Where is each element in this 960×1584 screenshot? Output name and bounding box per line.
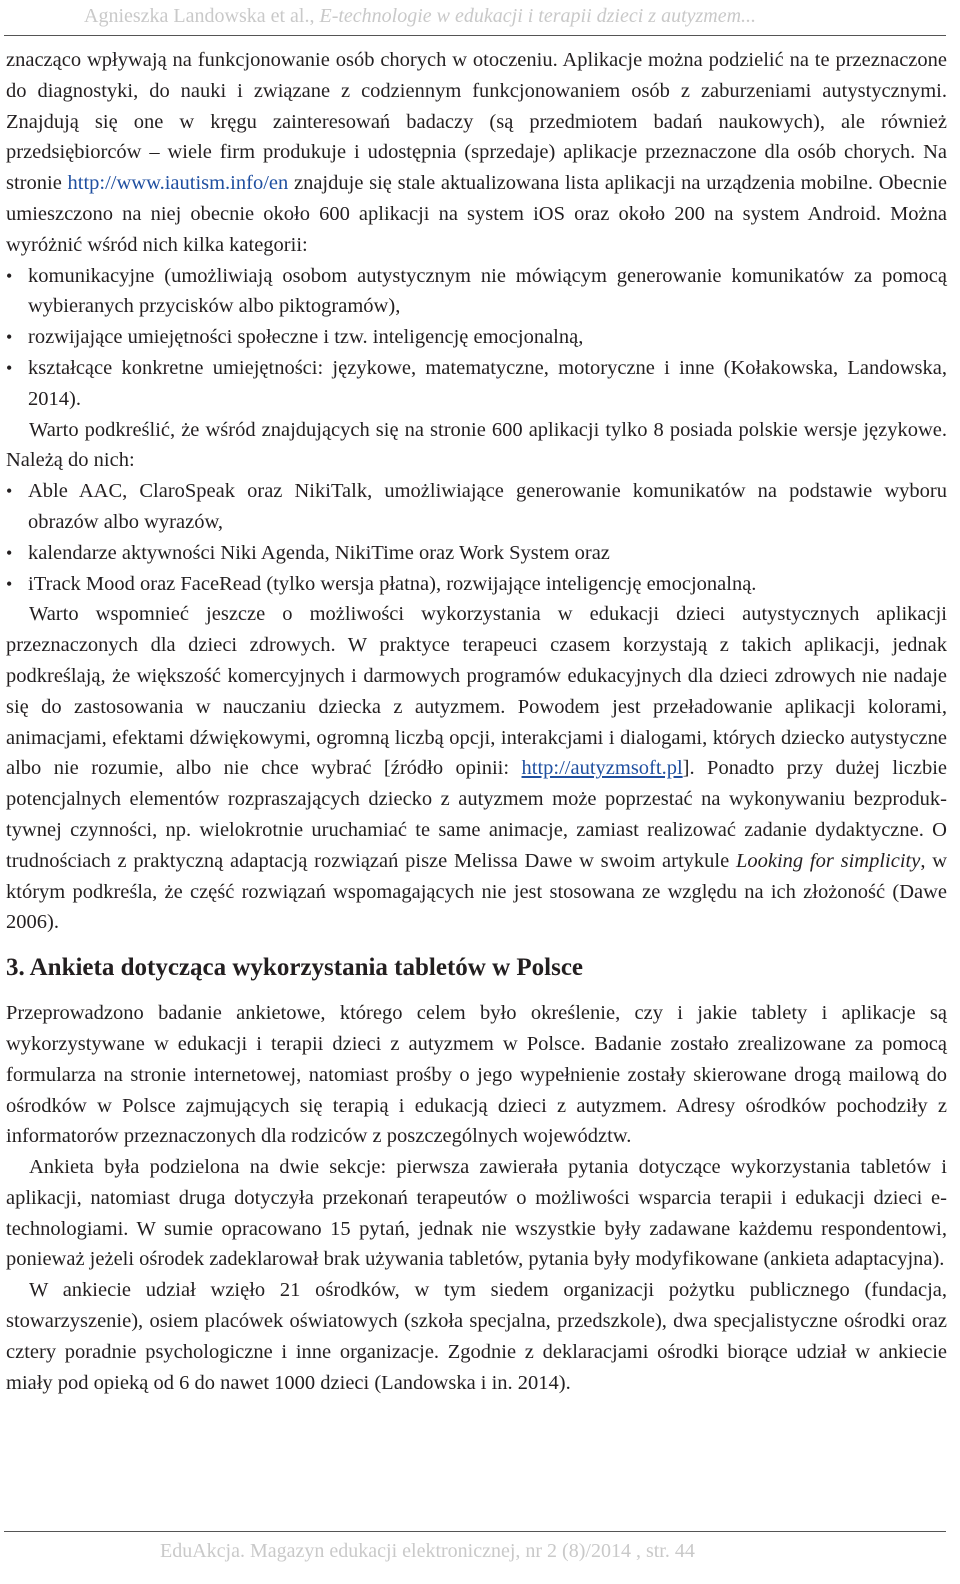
autyzmsoft-link[interactable]: http://autyzmsoft.pl [521, 757, 683, 780]
list-item: • rozwijające umiejętności społeczne i tzw. inteligencję emocjonalną, [6, 322, 947, 353]
paragraph-polish-apps: Warto podkreślić, że wśród znajdujących się na stronie 600 aplikacji tylko 8 posiada polskie wersje językowe. Należą do nich: [6, 418, 947, 472]
header-authors: Agnieszka Landowska et al., [84, 5, 320, 27]
paragraph-apps-categories [6, 45, 947, 261]
paragraph-text: znajduje się stale aktualizowana lista aplikacji na urządzenia mobilne. Obecnie umieszczono na niej obecnie około 600 aplikacji na system iOS oraz około 200 na system Android. Można wyróżnić wśród nich kilka kategorii: [6, 172, 947, 256]
body-text [6, 45, 947, 1398]
app-categories-list [6, 261, 947, 415]
header-title: E-technologie w edukacji i terapii dzieci z autyzmem... [319, 5, 757, 27]
article-title: Looking for simplicity [735, 849, 921, 872]
paragraph-survey-sections: Ankieta była podzielona na dwie sekcje: pierwsza zawierała pytania dotyczące wykorzystania tabletów i aplikacji, natomiast druga dotyczyła przekonań terapeutów o możliwości wsparcia terapii i edukacji dzieci e-technologiami. W sumie opracowano 15 pytań, jednak nie wszystkie były zadawane każdemu respondentowi, ponieważ jeżeli ośrodek zadeklarował brak używania tabletów, pytania były modyfikowane (ankieta adaptacyjna). [6, 1156, 947, 1271]
paragraph-survey-intro: Przeprowadzono badanie ankietowe, którego celem było określenie, czy i jakie tablety i aplikacje są wykorzystywane w edukacji i terapii dzieci z autyzmem w Polsce. Badanie zostało zrealizowane za pomocą formularza na stronie internetowej, natomiast prośby o jego wypełnienie zostały skierowane drogą mailową do ośrodków w Polsce zajmujących się terapią i edukacją dzieci z autyzmem. Adresy ośrodków pochodziły z informatorów przeznaczonych dla rodziców z poszczególnych województw. [6, 1002, 947, 1148]
list-item: • kształcące konkretne umiejętności: językowe, matematyczne, motoryczne i inne (Kołakowska, Landowska, 2014). [6, 353, 947, 415]
running-footer: EduAkcja. Magazyn edukacji elektronicznej, nr 2 (8)/2014 , str. 44 [160, 1540, 695, 1562]
polish-apps-list [6, 476, 947, 599]
paragraph-text: ]. Ponadto przy dużej liczbie potencjalnych elementów rozpraszających dziecko z autyzmem może poprzestać na wykonywaniu bezproduktywnej czynności, np. wielokrotnie uruchamiać te same animacje, zamiast realizować zadanie dydaktyczne. O trudnościach z praktyczną adaptacją rozwiązań pisze Melissa Dawe w swoim artykule [6, 757, 948, 872]
paragraph-text: znacząco wpływają na funkcjonowanie osób chorych w otoczeniu. Aplikacje można podzielić na te przeznaczone do diagnostyki, do nauki i związane z codziennym funkcjonowaniem osób z zaburzeniami autystycznymi. Znajdują się one w kręgu zainteresowań badaczy (są przedmiotem badań naukowych), ale również przedsiębiorców – wiele firm produkuje i udostępnia (sprzedaje) aplikacje przeznaczone dla osób chorych. Na stronie [6, 49, 947, 195]
list-item: • Able AAC, ClaroSpeak oraz NikiTalk, umożliwiające generowanie komunikatów na podstawie wyboru obrazów albo wyrazów, [6, 476, 947, 538]
running-header [84, 2, 934, 30]
section-heading: 3. Ankieta dotycząca wykorzystania tabletów w Polsce [6, 954, 584, 982]
paragraph-survey-participants: W ankiecie udział wzięło 21 ośrodków, w tym siedem organizacji pożytku publicznego (fundacja, stowarzyszenie), osiem placówek oświatowych (szkoła specjalna, przedszkole), dwa specjalistyczne ośrodki oraz cztery poradnie psychologiczne i inne organizacje. Zgodnie z deklaracjami ośrodki biorące udział w ankiecie miały pod opieką od 6 do nawet 1000 dzieci (Landowska i in. 2014). [6, 1279, 947, 1394]
header-divider [4, 35, 946, 36]
list-item: • kalendarze aktywności Niki Agenda, NikiTime oraz Work System oraz [6, 538, 947, 569]
list-item: • komunikacyjne (umożliwiają osobom autystycznym nie mówiącym generowanie komunikatów za pomocą wybieranych przycisków albo piktogramów), [6, 261, 947, 323]
paragraph-text: , w którym podkreśla, że część rozwiązań wspomagających nie jest stosowana ze względu na ich złożoność (Dawe 2006). [6, 849, 948, 934]
paragraph-healthy-children-apps [6, 599, 947, 938]
paragraph-text: Warto wspomnieć jeszcze o możliwości wykorzystania w edukacji dzieci autystycznych aplikacji przeznaczonych dla dzieci zdrowych. W praktyce terapeuci czasem korzystają z takich aplikacji, jednak podkreślają, że większość komercyjnych i darmowych programów edukacyjnych dla dzieci zdrowych nie nadaje się do zastosowania w nauczaniu dziecka z autyzmem. Powodem jest przeładowanie aplikacji kolorami, animacjami, efektami dźwiękowymi, ogromną liczbą opcji, interakcjami i dialogami, których dziecko autystyczne albo nie rozumie, albo nie chce wybrać [źródło opinii: [6, 603, 947, 780]
iautism-link[interactable]: http://www.iautism.info/en [67, 172, 289, 195]
list-item: • iTrack Mood oraz FaceRead (tylko wersja płatna), rozwijające inteligencję emocjonalną. [6, 569, 947, 600]
footer-divider [4, 1531, 946, 1532]
